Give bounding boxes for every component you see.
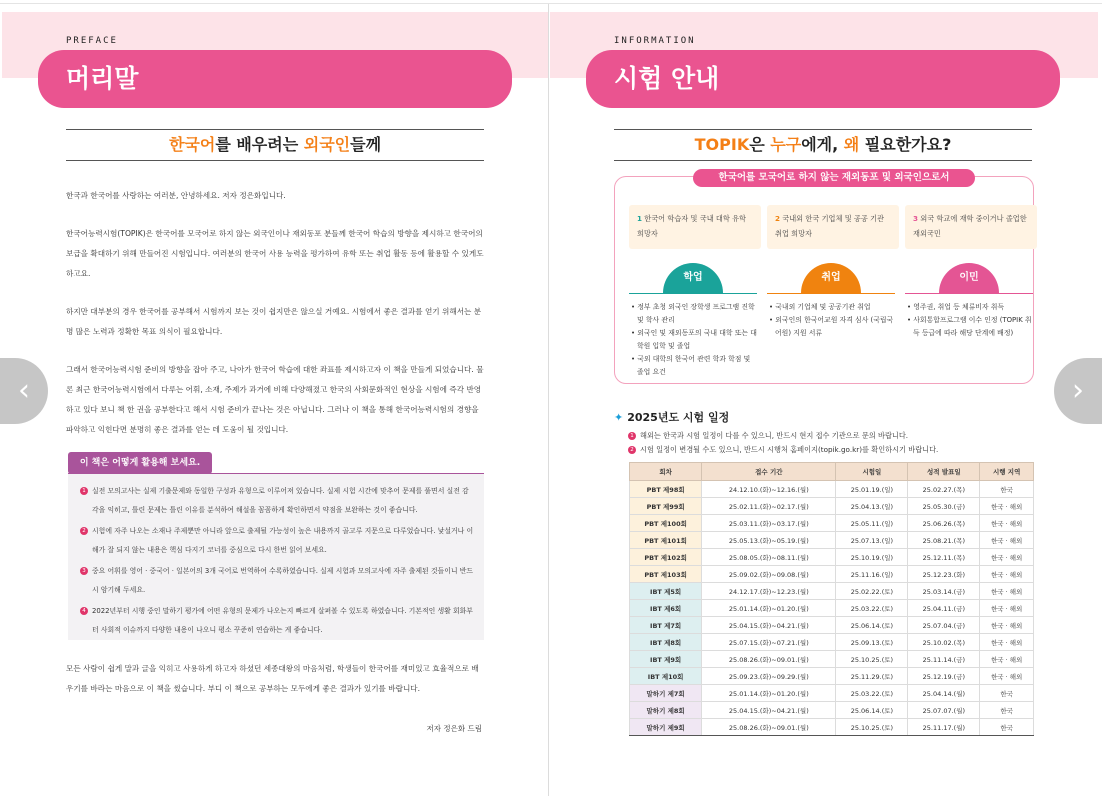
table-cell: 말하기 제8회	[630, 702, 702, 719]
table-cell: 한국 · 해외	[980, 566, 1034, 583]
table-row	[630, 566, 1034, 583]
tip-text: 중요 어휘를 영어 · 중국어 · 일본어의 3개 국어로 번역하여 수록하였습니다. 실제 시험과 모의고사에 자주 출제된 것들이니 반드시 암기해 두세요.	[92, 567, 474, 594]
table-cell: 25.12.19.(금)	[908, 668, 980, 685]
target-box-title: 한국어를 모국어로 하지 않는 재외동포 및 외국인으로서	[693, 169, 975, 187]
table-row	[630, 634, 1034, 651]
card-text: 외국 학교에 재학 중이거나 졸업한 재외국민	[913, 214, 1027, 238]
heading-part: 들께	[350, 135, 382, 154]
table-cell: 25.07.15.(화)~07.21.(월)	[702, 634, 836, 651]
list-item	[80, 522, 474, 560]
purpose-badge: 학업	[663, 263, 723, 293]
column-rule	[905, 293, 1033, 294]
table-cell: IBT 제10회	[630, 668, 702, 685]
tip-text: 시험에 자주 나오는 소재나 주제뿐만 아니라 앞으로 출제될 가능성이 높은 내용까지 골고루 지문으로 다루었습니다. 낯설거나 이해가 잘 되지 않는 내용은 핵심 다지기 코너를 중심으로 다시 한번 읽어 보세요.	[92, 527, 474, 554]
number-badge: 1	[80, 487, 88, 495]
table-cell: 25.04.15.(화)~04.21.(월)	[702, 702, 836, 719]
column-header: 접수 기간	[702, 463, 836, 481]
number-badge: 2	[628, 446, 636, 454]
table-cell: IBT 제5회	[630, 583, 702, 600]
table-cell: PBT 제98회	[630, 481, 702, 498]
table-cell: 24.12.10.(화)~12.16.(월)	[702, 481, 836, 498]
table-cell: 25.05.13.(화)~05.19.(월)	[702, 532, 836, 549]
table-cell: PBT 제99회	[630, 498, 702, 515]
table-cell: 한국 · 해외	[980, 651, 1034, 668]
column-header: 회차	[630, 463, 702, 481]
preface-paragraph: 그래서 한국어능력시험 준비의 방향을 잡아 주고, 나아가 한국어 학습에 대한 좌표를 제시하고자 이 책을 만들게 되었습니다. 물론 최근 한국어능력시험에서 다루는 어휘, 소재, 주제가 과거에 비해 다양해졌고 한국의 사회문화적인 현상을 시험에 즉각 반영하고 있다 보니 책 한 권을 공부한다고 해서 시험 준비가 끝나는 것은 아닙니다. 그러나 이 책을 통해 한국어능력시험의 경향을 파악하고 익힌다면 분명히 좋은 결과를 얻는 데 도움이 될 것입니다.	[66, 365, 484, 434]
table-cell: 25.12.11.(목)	[908, 549, 980, 566]
left-page	[2, 4, 548, 796]
table-cell: 25.03.11.(화)~03.17.(월)	[702, 515, 836, 532]
purpose-badge: 이민	[939, 263, 999, 293]
table-cell: 25.02.11.(화)~02.17.(월)	[702, 498, 836, 515]
table-cell: 25.06.14.(토)	[836, 617, 908, 634]
card-text: 한국어 학습자 및 국내 대학 유학 희망자	[637, 214, 746, 238]
target-card	[905, 205, 1037, 249]
heading-part: 한국어	[168, 135, 216, 154]
table-cell: 25.06.14.(토)	[836, 702, 908, 719]
card-text: 국내외 한국 기업체 및 공공 기관 취업 희망자	[775, 214, 884, 238]
heading-text	[169, 135, 381, 154]
table-cell: 25.02.27.(목)	[908, 481, 980, 498]
page-title: 시험 안내	[586, 50, 1060, 108]
table-cell: 한국	[980, 702, 1034, 719]
card-number: 2	[775, 214, 781, 223]
closing-paragraph: 모든 사람이 쉽게 말과 글을 익히고 사용하게 하고자 하셨던 세종대왕의 마음처럼, 학생들이 한국어를 재미있고 효율적으로 배우기를 바라는 마음으로 이 책을 썼습니다. 부디 이 책으로 공부하는 모두에게 좋은 결과가 있기를 바랍니다.	[66, 664, 479, 693]
heading-part: TOPIK	[694, 135, 750, 154]
table-cell: 25.11.17.(월)	[908, 719, 980, 736]
card-number: 1	[637, 214, 643, 223]
table-cell: 한국 · 해외	[980, 583, 1034, 600]
table-cell: 25.09.13.(토)	[836, 634, 908, 651]
table-cell: 한국 · 해외	[980, 617, 1034, 634]
table-cell: 25.06.26.(목)	[908, 515, 980, 532]
preface-heading	[66, 129, 484, 161]
table-cell: 한국	[980, 481, 1034, 498]
table-cell: 25.10.19.(일)	[836, 549, 908, 566]
table-cell: 25.02.22.(토)	[836, 583, 908, 600]
heading-part: 를 배우려는	[215, 135, 304, 154]
heading-part: 에게,	[801, 135, 844, 154]
table-cell: 25.12.23.(화)	[908, 566, 980, 583]
table-cell: 25.04.14.(월)	[908, 685, 980, 702]
table-cell: 25.05.30.(금)	[908, 498, 980, 515]
table-cell: 25.10.25.(토)	[836, 719, 908, 736]
purpose-badge: 취업	[801, 263, 861, 293]
table-row	[630, 549, 1034, 566]
note-text: 해외는 한국과 시험 일정이 다를 수 있으니, 반드시 현지 접수 기관으로 문의 바랍니다.	[640, 431, 909, 440]
table-cell: 한국	[980, 719, 1034, 736]
table-cell: PBT 제100회	[630, 515, 702, 532]
list-item: • 외국인 및 재외동포의 국내 대학 또는 대학원 입학 및 졸업	[631, 329, 757, 350]
table-cell: 25.01.14.(화)~01.20.(월)	[702, 685, 836, 702]
schedule-note	[628, 431, 908, 441]
table-header-row	[630, 463, 1034, 481]
heading-part: 왜	[843, 135, 860, 154]
tips-box	[68, 474, 484, 640]
number-badge: 2	[80, 527, 88, 535]
table-cell: 한국 · 해외	[980, 549, 1034, 566]
author-signature: 저자 정은화 드림	[426, 724, 482, 733]
tip-text: 2022년부터 시행 중인 말하기 평가에 어떤 유형의 문제가 나오는지 빠르게 살펴볼 수 있도록 하였습니다. 기본적인 생활 회화부터 사회적 이슈까지 다양한 내용이 나오니 평소 꾸준히 연습하는 게 좋습니다.	[92, 607, 473, 634]
table-cell: 25.01.19.(일)	[836, 481, 908, 498]
table-cell: IBT 제6회	[630, 600, 702, 617]
chevron-left-icon: ‹	[18, 373, 30, 408]
table-row	[630, 668, 1034, 685]
table-cell: 25.10.25.(토)	[836, 651, 908, 668]
column-rule	[767, 293, 895, 294]
preface-body	[66, 186, 486, 458]
table-cell: IBT 제7회	[630, 617, 702, 634]
table-cell: 25.08.26.(화)~09.01.(월)	[702, 719, 836, 736]
table-row	[630, 515, 1034, 532]
table-row	[630, 719, 1034, 736]
table-cell: 25.01.14.(화)~01.20.(월)	[702, 600, 836, 617]
table-cell: PBT 제103회	[630, 566, 702, 583]
table-cell: 24.12.17.(화)~12.23.(월)	[702, 583, 836, 600]
table-cell: 한국 · 해외	[980, 532, 1034, 549]
table-cell: 25.04.13.(일)	[836, 498, 908, 515]
number-badge: 3	[80, 567, 88, 575]
target-column	[629, 205, 761, 376]
table-cell: 25.11.29.(토)	[836, 668, 908, 685]
table-cell: 말하기 제9회	[630, 719, 702, 736]
list-item: • 국내외 기업체 및 공공기관 취업	[769, 303, 871, 311]
preface-paragraph: 한국과 한국어를 사랑하는 여러분, 안녕하세요. 저자 정은화입니다.	[66, 191, 286, 200]
table-cell: 25.08.05.(화)~08.11.(월)	[702, 549, 836, 566]
page-title: 머리말	[38, 50, 512, 108]
table-cell: 25.08.26.(화)~09.01.(월)	[702, 651, 836, 668]
table-cell: 25.09.02.(화)~09.08.(월)	[702, 566, 836, 583]
information-eyebrow: INFORMATION	[614, 36, 696, 46]
column-header: 시험일	[836, 463, 908, 481]
table-cell: 한국 · 해외	[980, 498, 1034, 515]
purpose-list	[907, 301, 1035, 340]
table-row	[630, 702, 1034, 719]
right-page	[550, 4, 1098, 796]
column-rule	[629, 293, 757, 294]
table-cell: 말하기 제7회	[630, 685, 702, 702]
list-item: • 외국인의 한국어교원 자격 심사 (국립국어원) 지원 서류	[769, 316, 894, 337]
diamond-icon: ✦	[614, 411, 624, 424]
table-row	[630, 600, 1034, 617]
list-item: • 정부 초청 외국인 장학생 프로그램 진학 및 학사 관리	[631, 303, 755, 324]
table-cell: 25.04.11.(금)	[908, 600, 980, 617]
schedule-title	[614, 409, 729, 425]
list-item	[80, 562, 474, 600]
note-text: 시험 일정이 변경될 수도 있으니, 반드시 시행처 홈페이지(topik.go.kr)를 확인하시기 바랍니다.	[640, 445, 939, 454]
table-cell: 25.03.22.(토)	[836, 600, 908, 617]
table-row	[630, 532, 1034, 549]
heading-part: 은	[749, 135, 771, 154]
table-cell: 25.07.04.(금)	[908, 617, 980, 634]
table-cell: 한국 · 해외	[980, 600, 1034, 617]
target-card	[629, 205, 761, 249]
schedule-title-text: 2025년도 시험 일정	[627, 411, 730, 424]
target-column	[767, 205, 899, 337]
table-cell: 25.11.14.(금)	[908, 651, 980, 668]
chevron-right-icon: ›	[1072, 373, 1084, 408]
preface-eyebrow: PREFACE	[66, 36, 118, 46]
schedule-table	[629, 462, 1034, 736]
tip-text: 실전 모의고사는 실제 기출문제와 동일한 구성과 유형으로 이루어져 있습니다. 실제 시험 시간에 맞추어 문제를 풀면서 실전 감각을 익히고, 틀린 문제는 틀린 이유를 분석하여 해설을 꼼꼼하게 확인하면서 약점을 보완하는 것이 좋습니다.	[92, 487, 469, 514]
column-header: 시행 지역	[980, 463, 1034, 481]
table-cell: 25.09.23.(화)~09.29.(월)	[702, 668, 836, 685]
info-heading	[614, 129, 1032, 161]
column-header: 성적 발표일	[908, 463, 980, 481]
table-cell: IBT 제9회	[630, 651, 702, 668]
heading-part: 누구	[770, 135, 802, 154]
preface-paragraph: 하지만 대부분의 경우 한국어를 공부해서 시험까지 보는 것이 쉽지만은 않으실 거예요. 시험에서 좋은 결과를 얻기 위해서는 분명 많은 노력과 정확한 목표 의식이 필요합니다.	[66, 307, 482, 336]
heading-part: 필요한가요?	[859, 135, 952, 154]
purpose-list	[631, 301, 759, 379]
heading-part: 외국인	[303, 135, 351, 154]
table-cell: 한국 · 해외	[980, 668, 1034, 685]
table-row	[630, 685, 1034, 702]
purpose-list	[769, 301, 897, 340]
list-item	[80, 602, 474, 640]
target-column	[905, 205, 1037, 337]
schedule-note	[628, 445, 938, 455]
table-row	[630, 498, 1034, 515]
list-item	[80, 482, 474, 520]
table-cell: 25.08.21.(목)	[908, 532, 980, 549]
list-item: • 영주권, 취업 등 체류비자 취득	[907, 303, 1005, 311]
list-item: • 사회통합프로그램 이수 인정 (TOPIK 취득 등급에 따라 해당 단계에 배정)	[907, 316, 1032, 337]
table-body	[630, 481, 1034, 736]
table-cell: 한국 · 해외	[980, 634, 1034, 651]
card-number: 3	[913, 214, 919, 223]
tips-title: 이 책은 어떻게 활용해 보세요.	[68, 452, 212, 474]
table-cell: 25.07.13.(일)	[836, 532, 908, 549]
number-badge: 4	[80, 607, 88, 615]
number-badge: 1	[628, 432, 636, 440]
list-item: • 국외 대학의 한국어 관련 학과 학점 및 졸업 요건	[631, 355, 751, 376]
table-row	[630, 481, 1034, 498]
heading-text	[695, 135, 952, 154]
table-cell: PBT 제102회	[630, 549, 702, 566]
preface-paragraph: 한국어능력시험(TOPIK)은 한국어를 모국어로 하지 않는 외국인이나 재외동포 분들께 한국어 학습의 방향을 제시하고 한국어의 보급을 확대하기 위해 만들어진 시험입니다. 여러분의 한국어 사용 능력을 평가하여 유학 또는 취업 활동 등에 활용할 수 있게도 하고요.	[66, 229, 484, 278]
table-cell: IBT 제8회	[630, 634, 702, 651]
table-cell: 한국 · 해외	[980, 515, 1034, 532]
table-cell: 25.04.15.(화)~04.21.(월)	[702, 617, 836, 634]
table-cell: 25.07.07.(월)	[908, 702, 980, 719]
table-row	[630, 583, 1034, 600]
table-cell: 25.03.22.(토)	[836, 685, 908, 702]
target-card	[767, 205, 899, 249]
table-cell: PBT 제101회	[630, 532, 702, 549]
table-row	[630, 651, 1034, 668]
table-cell: 25.05.11.(일)	[836, 515, 908, 532]
table-cell: 25.11.16.(일)	[836, 566, 908, 583]
page-spine	[548, 4, 549, 796]
table-cell: 한국	[980, 685, 1034, 702]
table-row	[630, 617, 1034, 634]
target-audience-box	[614, 172, 1034, 384]
table-cell: 25.10.02.(목)	[908, 634, 980, 651]
table-cell: 25.03.14.(금)	[908, 583, 980, 600]
